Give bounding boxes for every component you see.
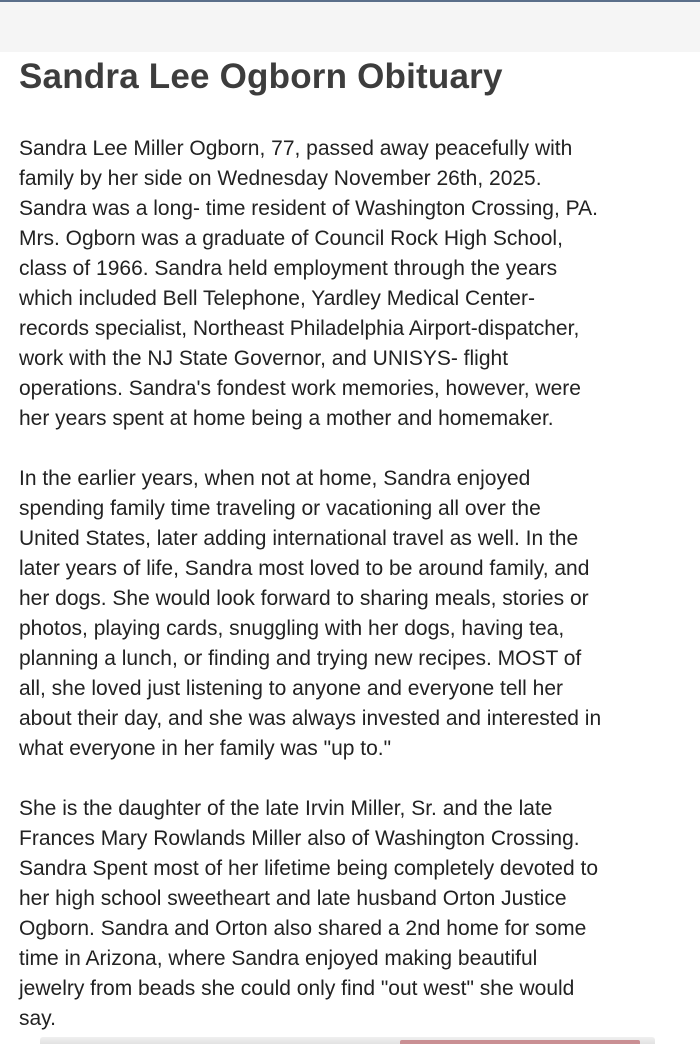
text-line: spending family time traveling or vacationing all over the bbox=[19, 497, 541, 520]
paragraph-3 bbox=[19, 794, 684, 1034]
text-line: class of 1966. Sandra held employment through the years bbox=[19, 257, 558, 280]
text-line: time in Arizona, where Sandra enjoyed making beautiful bbox=[19, 947, 538, 970]
paragraph-2 bbox=[19, 464, 684, 764]
text-line: her dogs. She would look forward to sharing meals, stories or bbox=[19, 587, 589, 610]
text-line: planning a lunch, or finding and trying new recipes. MOST of bbox=[19, 647, 582, 670]
text-line: Frances Mary Rowlands Miller also of Washington Crossing. bbox=[19, 827, 580, 850]
paragraph-1 bbox=[19, 134, 684, 434]
text-line: which included Bell Telephone, Yardley Medical Center- bbox=[19, 287, 535, 310]
bottom-accent-bar bbox=[400, 1040, 640, 1044]
text-line: family by her side on Wednesday November 26th, 2025. bbox=[19, 167, 542, 190]
text-line: Sandra was a long- time resident of Washington Crossing, PA. bbox=[19, 197, 598, 220]
text-line: what everyone in her family was "up to." bbox=[19, 737, 392, 760]
text-line: Ogborn. Sandra and Orton also shared a 2nd home for some bbox=[19, 917, 587, 940]
text-line: Sandra Spent most of her lifetime being completely devoted to bbox=[19, 857, 598, 880]
page-title: Sandra Lee Ogborn Obituary bbox=[19, 57, 503, 96]
text-line: all, she loved just listening to anyone and everyone tell her bbox=[19, 677, 564, 700]
text-line: She is the daughter of the late Irvin Miller, Sr. and the late bbox=[19, 797, 553, 820]
text-line: later years of life, Sandra most loved to be around family, and bbox=[19, 557, 590, 580]
browser-top-bar bbox=[0, 0, 700, 52]
text-line: photos, playing cards, snuggling with her dogs, having tea, bbox=[19, 617, 565, 640]
text-line: her years spent at home being a mother and homemaker. bbox=[19, 407, 554, 430]
text-line: records specialist, Northeast Philadelphia Airport-dispatcher, bbox=[19, 317, 580, 340]
text-line: work with the NJ State Governor, and UNISYS- flight bbox=[19, 347, 509, 370]
text-line: her high school sweetheart and late husband Orton Justice bbox=[19, 887, 567, 910]
text-line: operations. Sandra's fondest work memories, however, were bbox=[19, 377, 581, 400]
text-line: United States, later adding international travel as well. In the bbox=[19, 527, 579, 550]
text-line: In the earlier years, when not at home, Sandra enjoyed bbox=[19, 467, 531, 490]
obituary-article bbox=[19, 56, 684, 1034]
text-line: Sandra Lee Miller Ogborn, 77, passed away peacefully with bbox=[19, 137, 573, 160]
text-line: jewelry from beads she could only find "out west" she would bbox=[19, 977, 575, 1000]
text-line: say. bbox=[19, 1007, 56, 1030]
text-line: Mrs. Ogborn was a graduate of Council Rock High School, bbox=[19, 227, 563, 250]
text-line: about their day, and she was always invested and interested in bbox=[19, 707, 602, 730]
